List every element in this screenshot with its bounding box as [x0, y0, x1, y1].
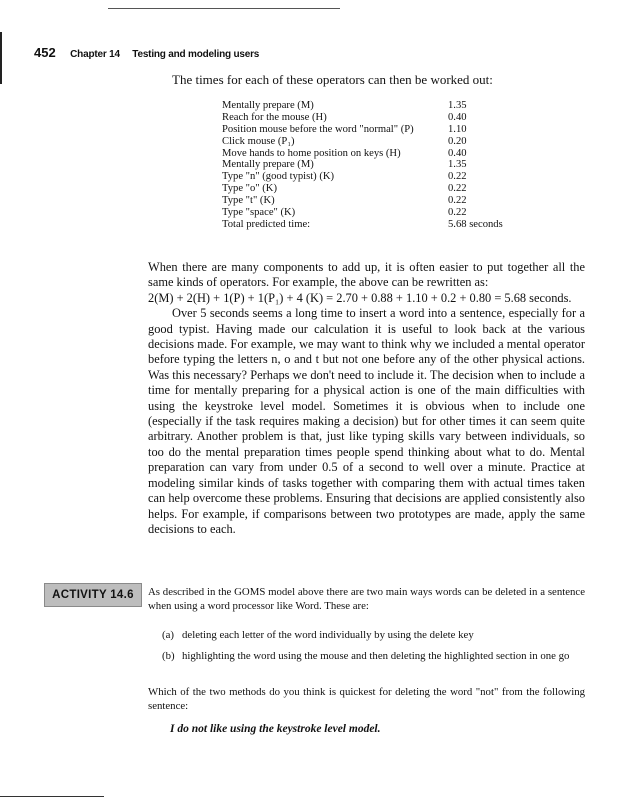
operator-row	[222, 136, 522, 148]
operator-label: Total predicted time:	[222, 218, 311, 230]
chapter-title: Testing and modeling users	[132, 49, 260, 60]
operator-time: 0.22	[448, 195, 467, 207]
operator-row	[222, 100, 522, 112]
activity-badge: ACTIVITY 14.6	[44, 583, 142, 607]
formula: 2(M) + 2(H) + 1(P) + 1(P₁) + 4 (K) = 2.70 + 0.88 + 1.10 + 0.2 + 0.80 = 5.68 seconds.	[148, 290, 572, 305]
operator-row	[222, 112, 522, 124]
operator-total-row	[222, 219, 522, 231]
operator-row	[222, 148, 522, 160]
operator-table	[222, 100, 522, 231]
operator-time: 0.22	[448, 207, 467, 219]
activity-options	[162, 628, 585, 670]
operator-row	[222, 207, 522, 219]
operator-time: 0.22	[448, 183, 467, 195]
operator-label: Type "t" (K)	[222, 195, 275, 207]
body-text	[148, 260, 585, 537]
operator-time: 5.68 seconds	[448, 218, 503, 230]
activity-question: Which of the two methods do you think is quickest for deleting the word "not" from the following sentence:	[148, 686, 585, 712]
operator-label: Reach for the mouse (H)	[222, 111, 327, 123]
option-mark: (a)	[162, 629, 174, 641]
page-number: 452	[34, 45, 56, 60]
operator-label: Position mouse before the word "normal" (P)	[222, 123, 414, 135]
margin-bar	[0, 32, 2, 84]
intro-sentence: The times for each of these operators can then be worked out:	[172, 72, 493, 87]
operator-time: 0.20	[448, 135, 467, 147]
operator-time: 1.10	[448, 123, 467, 135]
page-header	[34, 44, 259, 62]
option-mark: (b)	[162, 650, 175, 662]
operator-time: 0.40	[448, 147, 467, 159]
operator-time: 1.35	[448, 159, 467, 171]
operator-row	[222, 159, 522, 171]
option-text: highlighting the word using the mouse and then deleting the highlighted section in one go	[182, 650, 570, 662]
paragraph: When there are many components to add up, it is often easier to put together all the same kinds of operators. For example, the above can be rewritten as:	[148, 260, 585, 290]
operator-row	[222, 183, 522, 195]
operator-label: Type "space" (K)	[222, 207, 296, 219]
operator-row	[222, 124, 522, 136]
operator-time: 1.35	[448, 100, 467, 111]
activity-text	[148, 585, 585, 613]
operator-label: Mentally prepare (M)	[222, 100, 314, 111]
operator-label: Move hands to home position on keys (H)	[222, 147, 401, 159]
sample-sentence: I do not like using the keystroke level model.	[170, 723, 381, 735]
operator-row	[222, 195, 522, 207]
activity-option	[162, 628, 585, 642]
activity-intro: As described in the GOMS model above there are two main ways words can be deleted in a sentence when using a word processor like Word. These are:	[148, 586, 585, 612]
top-rule	[108, 8, 340, 9]
operator-label: Click mouse (P₁)	[222, 135, 295, 147]
operator-row	[222, 171, 522, 183]
operator-label: Mentally prepare (M)	[222, 159, 314, 171]
bottom-rule	[0, 796, 104, 797]
operator-label: Type "o" (K)	[222, 183, 277, 195]
chapter-label: Chapter 14	[70, 49, 120, 60]
paragraph: Over 5 seconds seems a long time to insert a word into a sentence, especially for a good typist. Having made our calculation it is useful to look back at the various decisions made. For example, we may want to think why we included a mental operator before typing the letters n, o and t but not one before any of the other physical actions. Was this necessary? Perhaps we don't need to include it. The decision when to include a time for mentally preparing for a physical action is one of the main difficulties with using the keystroke level model. Sometimes it is obvious when to include one (especially if the task requires making a decision) but for other times it can seem quite arbitrary. Another problem is that, just like typing skills vary between individuals, so too do the mental preparation times people spend thinking about what to do. Mental preparation can vary from under 0.5 of a second to well over a minute. Practice at modeling similar kinds of tasks together with comparing them with actual times taken can help overcome these problems. Ensuring that decisions are applied consistently also helps. For example, if comparisons between two prototypes are made, apply the same decisions to each.	[148, 306, 585, 536]
operator-label: Type "n" (good typist) (K)	[222, 171, 335, 183]
option-text: deleting each letter of the word individually by using the delete key	[182, 629, 474, 641]
operator-time: 0.40	[448, 111, 467, 123]
operator-time: 0.22	[448, 171, 467, 183]
activity-option	[162, 649, 585, 663]
